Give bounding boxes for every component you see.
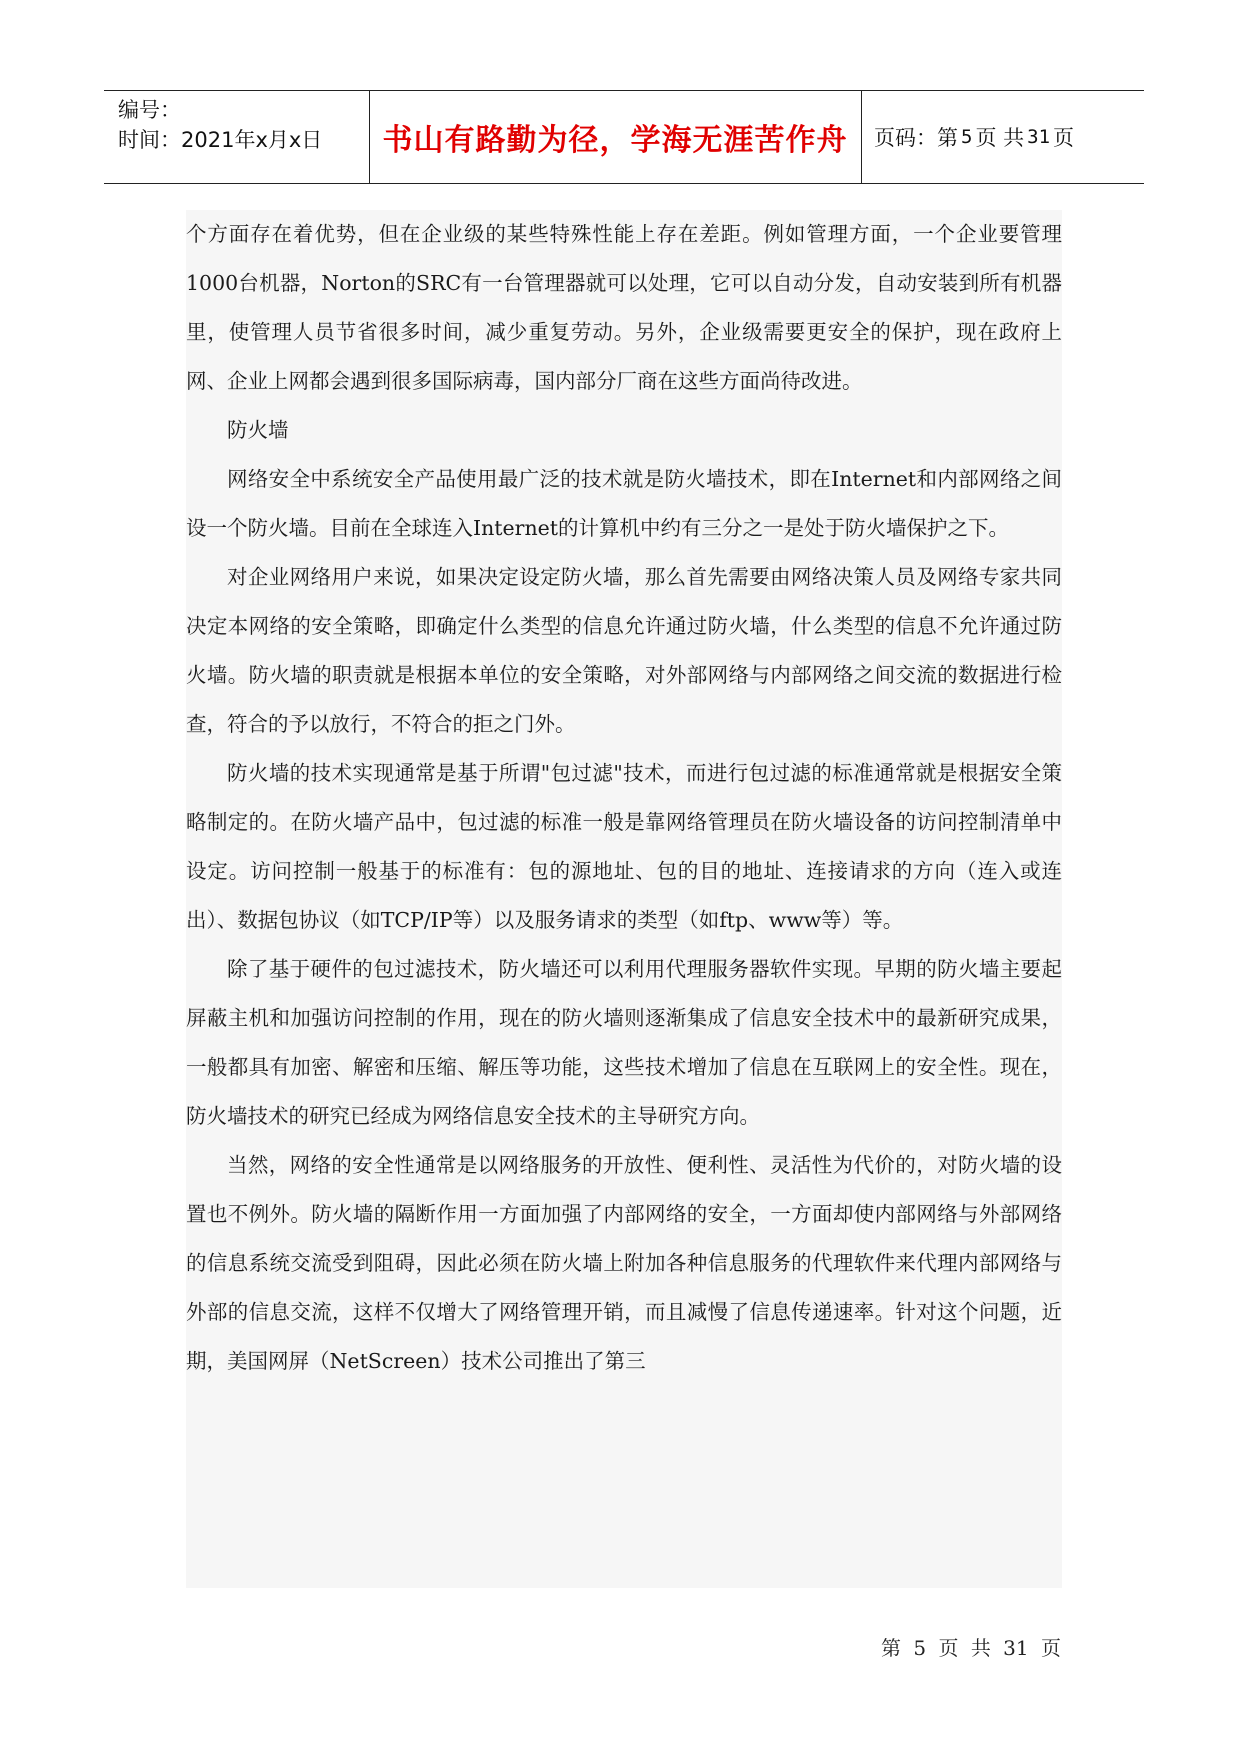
header-page-number [874, 91, 1074, 183]
time-label: 时间：2021年x月x日 [118, 128, 323, 152]
header-divider-right [861, 91, 862, 183]
header-motto: 书山有路勤为径，学海无涯苦作舟 [382, 123, 848, 158]
serial-label: 编号： [118, 98, 181, 122]
paragraph: 网络安全中系统安全产品使用最广泛的技术就是防火墙技术，即在Internet和内部网络之间设一个防火墙。目前在全球连入Internet的计算机中约有三分之一是处于防火墙保护之下。 [186, 467, 1062, 540]
document-body [186, 210, 1062, 1588]
page-mid: 页 共 [975, 126, 1025, 150]
paragraph: 防火墙的技术实现通常是基于所谓"包过滤"技术，而进行包过滤的标准通常就是根据安全策略制定的。在防火墙产品中，包过滤的标准一般是靠网络管理员在防火墙设备的访问控制清单中设定。访问控制一般基于的标准有：包的源地址、包的目的地址、连接请求的方向（连入或连出）、数据包协议（如TCP/IP等）以及服务请求的类型（如ftp、www等）等。 [186, 761, 1062, 932]
page-footer: 第 5 页 共 31 页 [881, 1636, 1061, 1660]
page-total: 31 [1027, 126, 1051, 148]
page-header [104, 90, 1144, 184]
header-meta [118, 95, 368, 155]
page-prefix: 页码：第 [874, 126, 958, 150]
paragraph: 对企业网络用户来说，如果决定设定防火墙，那么首先需要由网络决策人员及网络专家共同决定本网络的安全策略，即确定什么类型的信息允许通过防火墙，什么类型的信息不允许通过防火墙。防火墙的职责就是根据本单位的安全策略，对外部网络与内部网络之间交流的数据进行检查，符合的予以放行，不符合的拒之门外。 [186, 565, 1062, 736]
page-current: 5 [961, 126, 973, 148]
section-heading: 防火墙 [227, 418, 289, 442]
paragraph: 个方面存在着优势，但在企业级的某些特殊性能上存在差距。例如管理方面，一个企业要管理1000台机器，Norton的SRC有一台管理器就可以处理，它可以自动分发，自动安装到所有机器里，使管理人员节省很多时间，减少重复劳动。另外，企业级需要更安全的保护，现在政府上网、企业上网都会遇到很多国际病毒，国内部分厂商在这些方面尚待改进。 [186, 222, 1062, 393]
page-suffix: 页 [1053, 126, 1075, 150]
paragraph: 除了基于硬件的包过滤技术，防火墙还可以利用代理服务器软件实现。早期的防火墙主要起屏蔽主机和加强访问控制的作用，现在的防火墙则逐渐集成了信息安全技术中的最新研究成果，一般都具有加密、解密和压缩、解压等功能，这些技术增加了信息在互联网上的安全性。现在，防火墙技术的研究已经成为网络信息安全技术的主导研究方向。 [186, 957, 1062, 1128]
paragraph: 当然，网络的安全性通常是以网络服务的开放性、便利性、灵活性为代价的，对防火墙的设置也不例外。防火墙的隔断作用一方面加强了内部网络的安全，一方面却使内部网络与外部网络的信息系统交流受到阻碍，因此必须在防火墙上附加各种信息服务的代理软件来代理内部网络与外部的信息交流，这样不仅增大了网络管理开销，而且减慢了信息传递速率。针对这个问题，近期，美国网屏（NetScreen）技术公司推出了第三 [186, 1153, 1062, 1373]
